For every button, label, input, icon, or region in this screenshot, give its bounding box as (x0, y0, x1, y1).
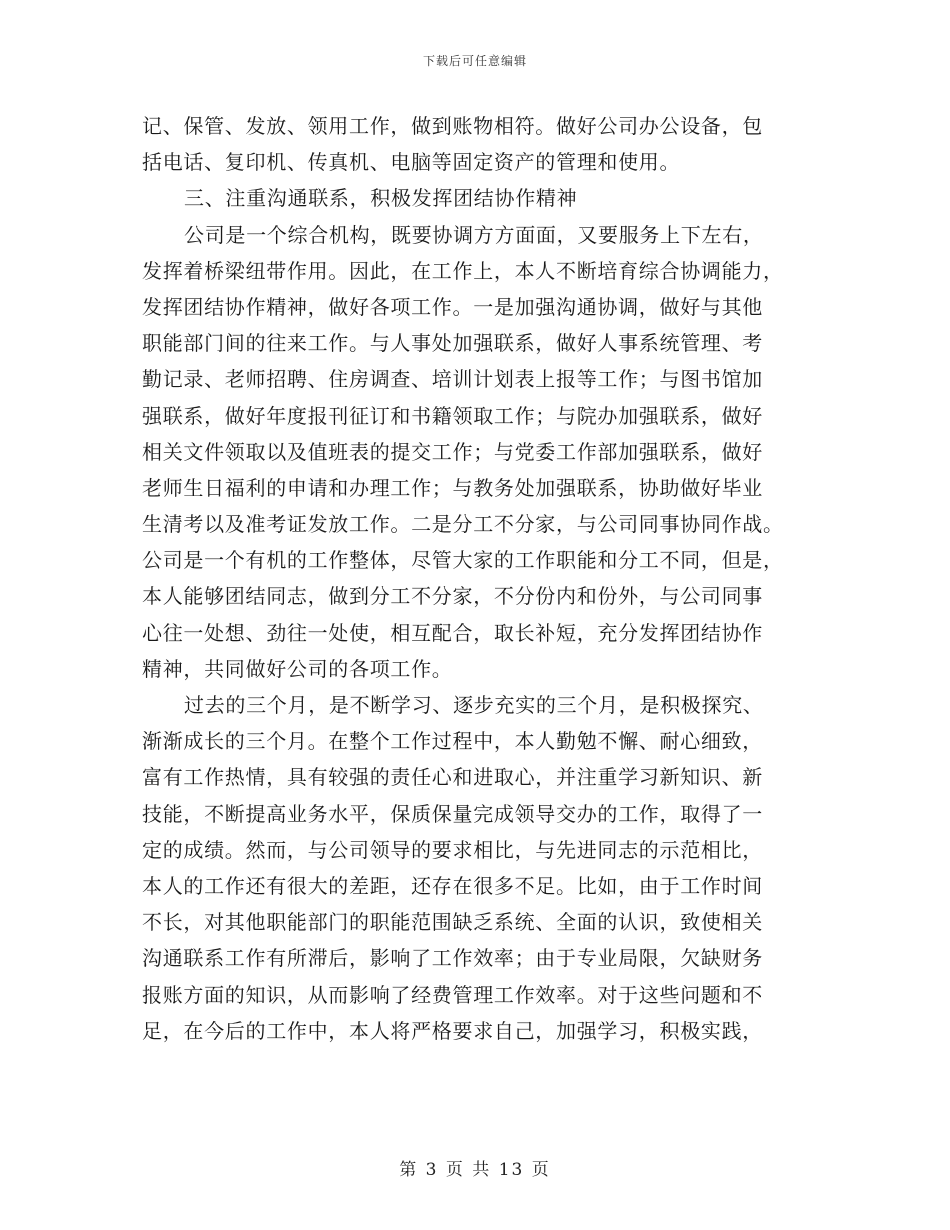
text-line: 强联系，做好年度报刊征订和书籍领取工作；与院办加强联系，做好 (142, 403, 763, 428)
text-line: 职能部门间的往来工作。与人事处加强联系，做好人事系统管理、考 (142, 331, 763, 356)
text-line: 足，在今后的工作中，本人将严格要求自己，加强学习，积极实践， (142, 1018, 763, 1043)
text-line: 渐渐成长的三个月。在整个工作过程中，本人勤勉不懈、耐心细致， (142, 729, 763, 754)
text-line: 定的成绩。然而，与公司领导的要求相比，与先进同志的示范相比， (142, 837, 763, 862)
text-line: 发挥着桥梁纽带作用。因此，在工作上，本人不断培育综合协调能力， (142, 258, 784, 283)
text-line: 老师生日福利的申请和办理工作；与教务处加强联系，协助做好毕业 (142, 475, 763, 500)
text-line: 报账方面的知识，从而影响了经费管理工作效率。对于这些问题和不 (142, 982, 763, 1007)
text-line: 本人能够团结同志，做到分工不分家，不分份内和份外，与公司同事 (142, 584, 763, 609)
text-line: 发挥团结协作精神，做好各项工作。一是加强沟通协调，做好与其他 (142, 294, 763, 319)
text-line: 括电话、复印机、传真机、电脑等固定资产的管理和使用。 (142, 150, 681, 175)
paragraph-start-line: 公司是一个综合机构，既要协调方方面面，又要服务上下左右， (184, 222, 764, 247)
page-number: 第 3 页 共 13 页 (399, 1160, 551, 1180)
paragraph-start-line: 过去的三个月，是不断学习、逐步充实的三个月，是积极探究、 (184, 693, 764, 717)
section-heading: 三、注重沟通联系，积极发挥团结协作精神 (184, 186, 578, 211)
text-line: 记、保管、发放、领用工作，做到账物相符。做好公司办公设备，包 (142, 114, 763, 138)
document-body (142, 108, 807, 1049)
text-line: 本人的工作还有很大的差距，还存在很多不足。比如，由于工作时间 (142, 873, 763, 898)
text-line: 生清考以及准考证发放工作。二是分工不分家，与公司同事协同作战。 (142, 512, 784, 537)
text-line: 心往一处想、劲往一处使，相互配合，取长补短，充分发挥团结协作 (142, 620, 763, 645)
text-line: 相关文件领取以及值班表的提交工作；与党委工作部加强联系，做好 (142, 439, 763, 464)
text-line: 富有工作热情，具有较强的责任心和进取心，并注重学习新知识、新 (142, 765, 763, 790)
text-line: 不长，对其他职能部门的职能范围缺乏系统、全面的认识，致使相关 (142, 910, 763, 935)
text-line: 公司是一个有机的工作整体，尽管大家的工作职能和分工不同，但是， (142, 548, 784, 573)
text-line: 勤记录、老师招聘、住房调查、培训计划表上报等工作；与图书馆加 (142, 367, 763, 392)
text-line: 技能，不断提高业务水平，保质保量完成领导交办的工作，取得了一 (142, 801, 763, 826)
page-header: 下载后可任意编辑 (422, 54, 527, 68)
text-line: 精神，共同做好公司的各项工作。 (142, 656, 453, 681)
text-line: 沟通联系工作有所滞后，影响了工作效率；由于专业局限，欠缺财务 (142, 946, 763, 971)
